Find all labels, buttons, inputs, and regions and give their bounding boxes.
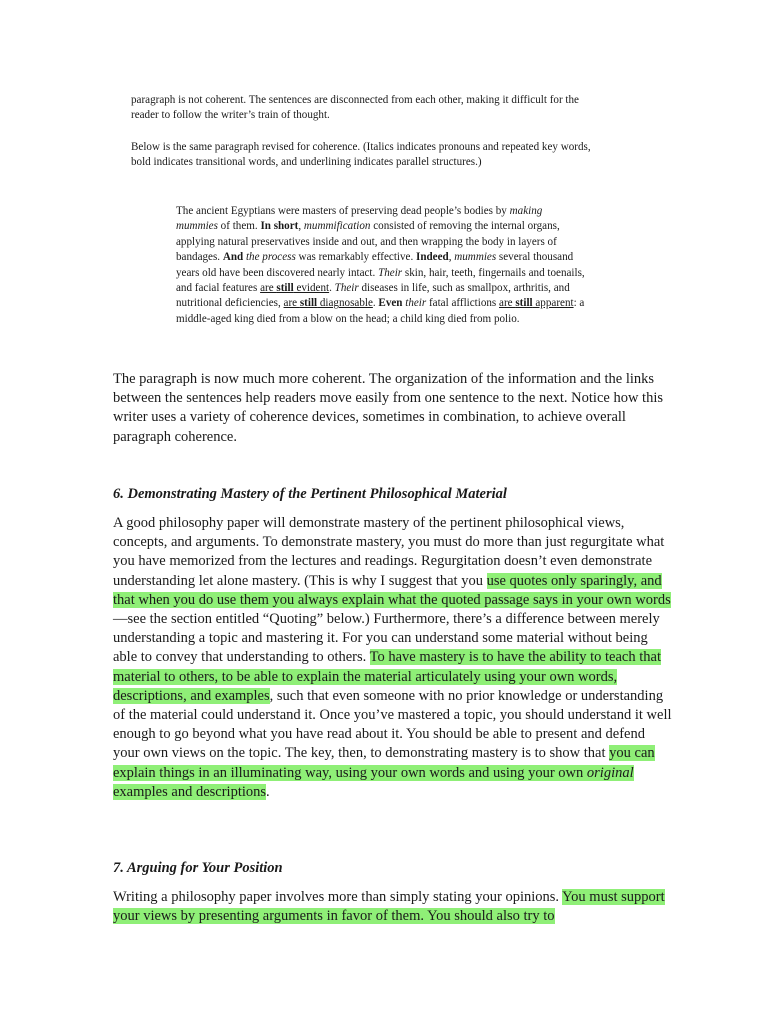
- example-bold: In short: [260, 220, 299, 233]
- example-underline: [499, 297, 574, 309]
- example-block: [176, 204, 586, 327]
- highlight: use quotes only sparingly, and that when you do use them you always explain what the quoted passage says in your own words: [113, 572, 671, 608]
- example-bold: Even: [378, 297, 403, 310]
- example-text: are: [283, 297, 300, 310]
- example-text: diagnosable: [317, 297, 373, 310]
- example-text: are: [260, 282, 277, 295]
- example-bold: Indeed: [416, 251, 449, 264]
- example-underline: [284, 297, 373, 309]
- example-italic: mummification: [303, 220, 371, 233]
- example-text: several thousand years old have been discovered nearly intact.: [176, 251, 574, 279]
- example-text: diseases in life, such as smallpox, arthritis, and nutritional deficiencies,: [176, 282, 570, 310]
- example-text: .: [329, 282, 335, 295]
- example-text: fatal afflictions: [426, 297, 500, 310]
- example-text: of them.: [217, 220, 261, 233]
- example-bold: still: [515, 297, 533, 310]
- example-italic: Their: [378, 266, 403, 279]
- highlight-text: you can explain things in an illuminating way, using your own words and using your own: [113, 745, 655, 781]
- highlight-italic: original: [586, 764, 634, 781]
- example-italic: their: [405, 297, 427, 310]
- example-text: evident: [293, 282, 330, 295]
- section-6-heading: 6. Demonstrating Mastery of the Pertinent Philosophical Material: [113, 486, 507, 502]
- highlight-text: examples and descriptions: [113, 783, 267, 800]
- mastery-paragraph: [113, 514, 673, 802]
- revision-note-paragraph: Below is the same paragraph revised for coherence. (Italics indicates pronouns and repeated key words, bold indicates transitional words, and underlining indicates parallel structures.): [131, 141, 591, 169]
- example-text: ,: [298, 220, 304, 233]
- example-text: : a middle-aged king died from a blow on the head; a child king died from polio.: [176, 297, 585, 325]
- intro-paragraph: paragraph is not coherent. The sentences are disconnected from each other, making it difficult for the reader to follow the writer’s train of thought.: [131, 94, 579, 122]
- example-italic: mummies: [454, 251, 497, 264]
- highlight: You must support your views by presenting arguments in favor of them. You should also try to: [113, 889, 665, 925]
- highlight: To have mastery is to have the ability to teach that material to others, to be able to explain the material articulately using your own words, descriptions, and examples: [113, 649, 661, 704]
- example-italic: the process: [245, 251, 296, 264]
- arguing-paragraph: [113, 888, 673, 926]
- example-underline: [260, 282, 329, 294]
- example-bold: And: [222, 251, 244, 264]
- example-text: consisted of removing the internal organs, applying natural preservatives inside and out, and then wrapping the body in layers of bandages.: [176, 220, 560, 264]
- section-7-heading: 7. Arguing for Your Position: [113, 860, 283, 876]
- example-text: apparent: [532, 297, 574, 310]
- coherence-summary-paragraph: The paragraph is now much more coherent. The organization of the information and the links between the sentences help readers move easily from one sentence to the next. Notice how this writer uses a variety of coherence devices, sometimes in combination, to achieve overall paragraph coherence.: [113, 371, 664, 445]
- example-text: ,: [448, 251, 455, 264]
- example-text: .: [372, 297, 379, 310]
- example-text: are: [499, 297, 516, 310]
- body-text: A good philosophy paper will demonstrate mastery of the pertinent philosophical views, concepts, and arguments. To demonstrate mastery, you must do more than just regurgitate what you have memorized from the lectures and readings. Regurgitation doesn’t even demonstrate understanding let alone mastery. (This is why I suggest that you: [113, 515, 665, 589]
- example-bold: still: [299, 297, 318, 310]
- body-text: —see the section entitled “Quoting” below.) Furthermore, there’s a difference between merely understanding a topic and mastering it. For you can understand some material without being able to convey that understanding to others.: [113, 611, 660, 666]
- example-text: was remarkably effective.: [295, 251, 417, 264]
- example-text: The ancient Egyptians were masters of preserving dead people’s bodies by: [176, 205, 510, 217]
- body-text: Writing a philosophy paper involves more than simply stating your opinions.: [113, 889, 563, 905]
- example-bold: still: [276, 282, 294, 295]
- example-text: skin, hair, teeth, fingernails and toenails, and facial features: [176, 266, 585, 295]
- body-text: , such that even someone with no prior knowledge or understanding of the material could understand it. Once you’ve mastered a topic, you should understand it well enough to go beyond what you have read about it. You should be able to present and defend your own views on the topic. The key, then, to demonstrating mastery is to show that: [113, 687, 672, 762]
- example-italic: making mummies: [176, 205, 543, 233]
- body-text: .: [266, 783, 270, 800]
- example-italic: Their: [334, 282, 359, 295]
